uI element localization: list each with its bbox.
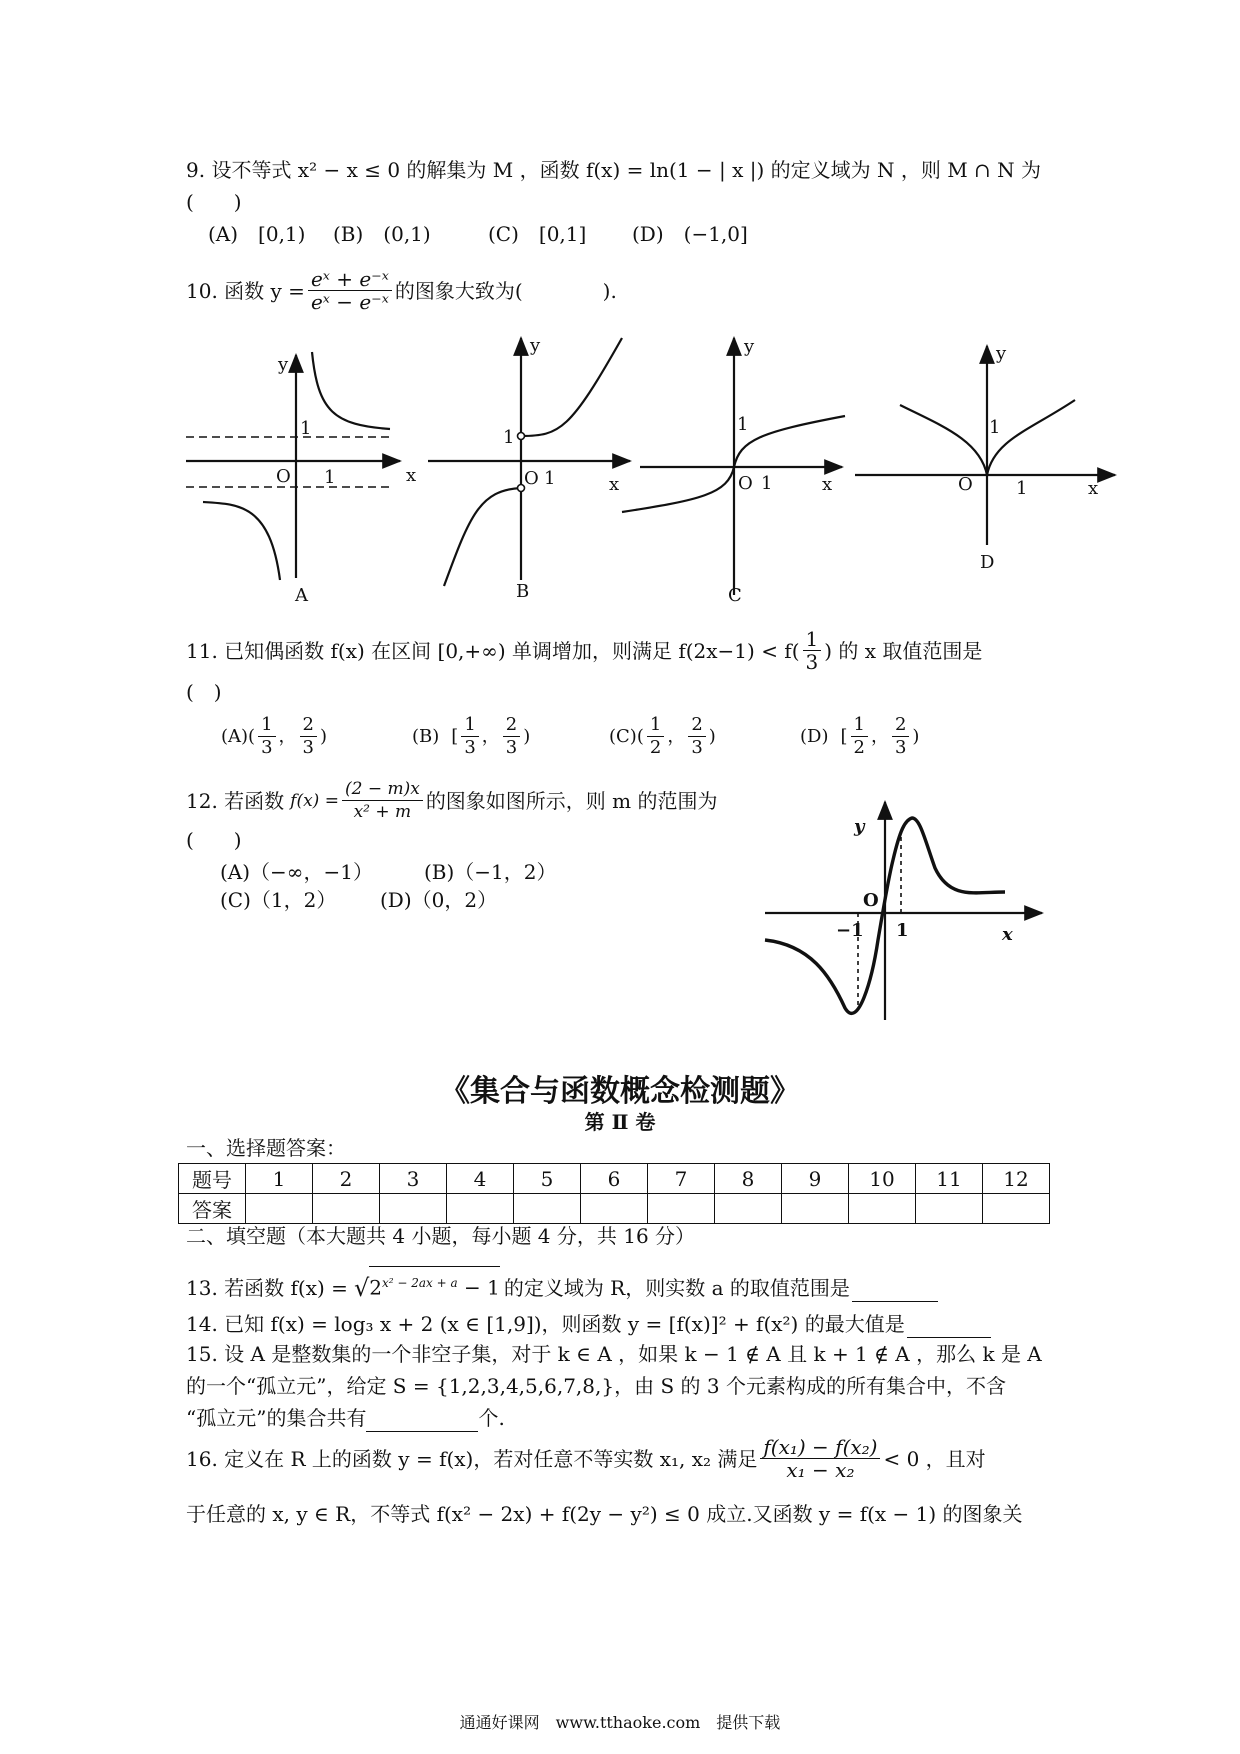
q12-denominator: x² + m [353, 802, 412, 822]
q11-option-d-label: (D) [800, 725, 829, 747]
graph-c-curve-right [734, 416, 845, 467]
q11-b-lower-nu: 1 [461, 714, 478, 737]
q11-option-a [221, 714, 327, 759]
graph-a [186, 352, 400, 580]
answer-cell[interactable] [782, 1194, 849, 1224]
q11-option-b-open: [ [451, 725, 459, 747]
q11-option-a-open: ( [248, 725, 256, 747]
q9-text [186, 156, 1041, 184]
answer-table [178, 1163, 1050, 1224]
q11-option-d-open: [ [840, 725, 848, 747]
answer-cell[interactable] [849, 1194, 916, 1224]
q16-frac-de: x₁ − x₂ [786, 1458, 855, 1482]
q10-fraction [308, 268, 392, 313]
table-cell-number: 9 [782, 1164, 849, 1194]
graph-d [855, 346, 1115, 545]
q11-b-lower-de: 3 [464, 737, 476, 758]
graph-b [428, 338, 630, 586]
q13-suffix: 的定义域为 R，则实数 a 的取值范围是 [503, 1275, 850, 1300]
q11-a-sep: ， [278, 725, 297, 747]
q11-option-c-label: (C) [609, 725, 637, 747]
graph-c-one-y: 1 [737, 414, 749, 435]
q12-y-label: y [854, 816, 865, 837]
q11-option-a-label: (A) [221, 725, 249, 747]
table-head-number: 题号 [179, 1164, 246, 1194]
q12-option-a: (A)（−∞，−1） [220, 860, 373, 884]
q11-d-lower-nu: 1 [851, 714, 868, 737]
q11-d-sep: ， [870, 725, 889, 747]
q13-prefix: 13. 若函数 f(x) = [186, 1275, 348, 1300]
graph-b-open-point-top [518, 433, 525, 440]
graph-b-one-y: 1 [503, 427, 515, 448]
q12-numerator: (2 − m)x [342, 778, 423, 801]
graph-a-y-label: y [278, 354, 289, 375]
q16-fraction [760, 1436, 880, 1481]
table-cell-number: 5 [514, 1164, 581, 1194]
q12-origin: O [863, 890, 879, 911]
q11-fraction [803, 628, 822, 673]
answer-cell[interactable] [648, 1194, 715, 1224]
graph-d-curve-left [900, 405, 987, 475]
q12-one: 1 [896, 920, 909, 941]
q11-option-d-close: ) [912, 725, 920, 747]
q11-d-upper-nu: 2 [892, 714, 909, 737]
graph-b-origin: O [524, 468, 539, 489]
table-cell-number: 3 [380, 1164, 447, 1194]
q11-option-b-close: ) [523, 725, 531, 747]
graph-c [622, 338, 845, 595]
q9-option-d: (D) (−1,0] [632, 222, 748, 246]
q16-line2: 于任意的 x, y ∈ R，不等式 f(x² − 2x) + f(2y − y²) ≤ 0 成立.又函数 y = f(x − 1) 的图象关 [186, 1502, 1023, 1526]
graph-a-curve-right [312, 352, 390, 429]
q12-option-c: (C)（1，2） [220, 888, 337, 912]
answer-cell[interactable] [313, 1194, 380, 1224]
q12-fx: f(x) = [290, 790, 339, 811]
q14-text [186, 1310, 991, 1338]
q13-base: 2 [369, 1275, 382, 1300]
q14-answer-blank[interactable] [907, 1317, 991, 1338]
q16-stem-a: 16. 定义在 R 上的函数 y = f(x)，若对任意不等实数 x₁, x₂ 满足 [186, 1446, 758, 1471]
q12-text [186, 778, 718, 823]
q12-option-d: (D)（0，2） [380, 888, 498, 912]
table-cell-number: 11 [916, 1164, 983, 1194]
q10-graphs [180, 325, 1140, 615]
answer-cell[interactable] [447, 1194, 514, 1224]
volume-label: 第 Ⅱ 卷 [584, 1110, 656, 1134]
table-cell-number: 8 [715, 1164, 782, 1194]
table-cell-number: 1 [246, 1164, 313, 1194]
answer-cell[interactable] [514, 1194, 581, 1224]
table-cell-number: 6 [581, 1164, 648, 1194]
q12-suffix: 的图象如图所示，则 m 的范围为 [425, 788, 718, 813]
q16-text [186, 1436, 986, 1481]
q9-stem: 设不等式 x² − x ≤ 0 的解集为 M ，函数 f(x) = ln(1 − | x |) 的定义域为 N ，则 M ∩ N 为 [211, 158, 1042, 182]
q11-a-upper-de: 3 [302, 737, 314, 758]
graph-d-origin: O [958, 474, 973, 495]
table-cell-number: 4 [447, 1164, 514, 1194]
answer-cell[interactable] [916, 1194, 983, 1224]
answer-table-row-answers [179, 1194, 1050, 1224]
q10-numerator: eˣ + e⁻ˣ [308, 268, 392, 291]
graph-c-y-label: y [744, 336, 755, 357]
graph-a-x-label: x [406, 465, 417, 486]
q10-suffix: 的图象大致为( ). [394, 278, 617, 303]
answer-cell[interactable] [246, 1194, 313, 1224]
q13-tail: − 1 [457, 1275, 500, 1300]
q12-fraction [342, 778, 423, 823]
q11-option-d [800, 714, 919, 759]
answer-cell[interactable] [380, 1194, 447, 1224]
q11-a-upper-nu: 2 [300, 714, 317, 737]
q11-c-sep: ， [667, 725, 686, 747]
q11-paren: ( ) [186, 680, 222, 704]
q9-option-a: (A) [0,1) [208, 222, 306, 246]
answer-table-row-numbers [179, 1164, 1050, 1194]
q11-option-b [412, 714, 530, 759]
table-head-answer: 答案 [179, 1194, 246, 1224]
q10-denominator: eˣ − e⁻ˣ [310, 290, 389, 314]
q11-c-upper-nu: 2 [688, 714, 705, 737]
part1-heading: 一、选择题答案： [186, 1136, 346, 1160]
graph-a-origin: O [276, 466, 291, 487]
q11-c-lower-de: 2 [649, 737, 662, 758]
q13-radicand [369, 1266, 500, 1302]
q11-text [186, 628, 982, 673]
table-cell-number: 10 [849, 1164, 916, 1194]
q13-text [186, 1266, 938, 1302]
q15-line3 [186, 1404, 505, 1432]
q11-a-lower-de: 3 [261, 737, 273, 758]
q11-option-c [609, 714, 716, 759]
q16-stem-b: < 0 ，且对 [883, 1446, 986, 1471]
table-cell-number: 12 [983, 1164, 1050, 1194]
q12-graph [760, 800, 1050, 1030]
q12-x-label: x [1002, 924, 1013, 945]
q11-d-upper-de: 3 [894, 737, 907, 758]
q14-stem: 14. 已知 f(x) = log₃ x + 2 (x ∈ [1,9])，则函数 y = [f(x)]² + f(x²) 的最大值是 [186, 1312, 905, 1336]
graph-b-x-label: x [609, 474, 620, 495]
graph-b-curve-left [444, 488, 521, 586]
q11-d-lower-de: 2 [853, 737, 865, 758]
q9-number: 9. [186, 158, 206, 182]
q15-line1: 15. 设 A 是整数集的一个非空子集，对于 k ∈ A ，如果 k − 1 ∉ A 且 k + 1 ∉ A ，那么 k 是 A [186, 1342, 1042, 1366]
q11-b-sep: ， [481, 725, 500, 747]
graph-a-label: A [295, 585, 308, 606]
graph-a-one-x: 1 [324, 467, 336, 488]
q11-stem-a: 11. 已知偶函数 f(x) 在区间 [0,+∞) 单调增加，则满足 f(2x−1) < f( [186, 638, 800, 663]
q16-frac-nu: f(x₁) − f(x₂) [760, 1436, 880, 1459]
graph-c-label: C [728, 585, 742, 606]
graph-d-one-x: 1 [1016, 478, 1028, 499]
q11-c-upper-de: 3 [691, 737, 703, 758]
q12-option-b: (B)（−1，2） [424, 860, 557, 884]
q11-option-b-label: (B) [412, 725, 440, 747]
q11-c-lower-nu: 1 [647, 714, 664, 737]
graph-c-curve-left [622, 467, 734, 512]
q11-option-c-close: ) [708, 725, 716, 747]
q12-paren: ( ) [186, 828, 242, 852]
q11-a-lower-nu: 1 [258, 714, 275, 737]
q10-text [186, 268, 617, 313]
q11-frac-de: 3 [805, 650, 819, 674]
section-title: 《集合与函数概念检测题》 [440, 1074, 800, 1109]
graph-d-label: D [980, 552, 995, 573]
answer-cell[interactable] [581, 1194, 648, 1224]
q15-line3-b: 个. [478, 1406, 505, 1430]
q11-stem-b: ) 的 x 取值范围是 [824, 638, 983, 663]
sqrt-icon: √ [353, 1273, 370, 1302]
graph-d-y-label: y [996, 343, 1007, 364]
q15-line3-a: “孤立元”的集合共有 [186, 1406, 367, 1430]
q11-option-c-open: ( [636, 725, 644, 747]
graph-c-x-label: x [822, 474, 833, 495]
graph-c-origin: O [738, 473, 753, 494]
footer-credit: 通通好课网 www.tthaoke.com 提供下载 [459, 1713, 781, 1732]
q9-paren: ( ) [186, 190, 242, 214]
q12-neg-one: −1 [836, 920, 864, 941]
q13-exponent: x² − 2ax + a [381, 1276, 458, 1290]
graph-c-one-x: 1 [761, 473, 773, 494]
q15-line2: 的一个“孤立元”，给定 S = {1,2,3,4,5,6,7,8,}，由 S 的 3 个元素构成的所有集合中，不含 [186, 1374, 1006, 1398]
graph-b-one-x: 1 [544, 468, 556, 489]
table-cell-number: 2 [313, 1164, 380, 1194]
graph-a-curve-left [203, 502, 280, 580]
graph-b-y-label: y [530, 335, 541, 356]
graph-d-x-label: x [1088, 478, 1099, 499]
graph-b-label: B [516, 581, 530, 602]
graph-d-one-y: 1 [989, 417, 1001, 438]
q9-option-b: (B) (0,1) [333, 222, 431, 246]
q11-b-upper-nu: 2 [503, 714, 520, 737]
q11-b-upper-de: 3 [505, 737, 518, 758]
q11-frac-nu: 1 [803, 628, 822, 651]
graph-a-one-y: 1 [300, 418, 312, 439]
q9-option-c: (C) [0,1] [488, 222, 587, 246]
answer-cell[interactable] [715, 1194, 782, 1224]
q15-answer-blank[interactable] [366, 1411, 478, 1432]
q12-prefix: 12. 若函数 [186, 788, 285, 813]
table-cell-number: 7 [648, 1164, 715, 1194]
part2-heading: 二、填空题（本大题共 4 小题，每小题 4 分，共 16 分） [186, 1224, 696, 1248]
q10-prefix: 10. 函数 y = [186, 278, 305, 303]
answer-cell[interactable] [983, 1194, 1050, 1224]
q11-option-a-close: ) [319, 725, 328, 747]
q13-answer-blank[interactable] [852, 1281, 938, 1302]
